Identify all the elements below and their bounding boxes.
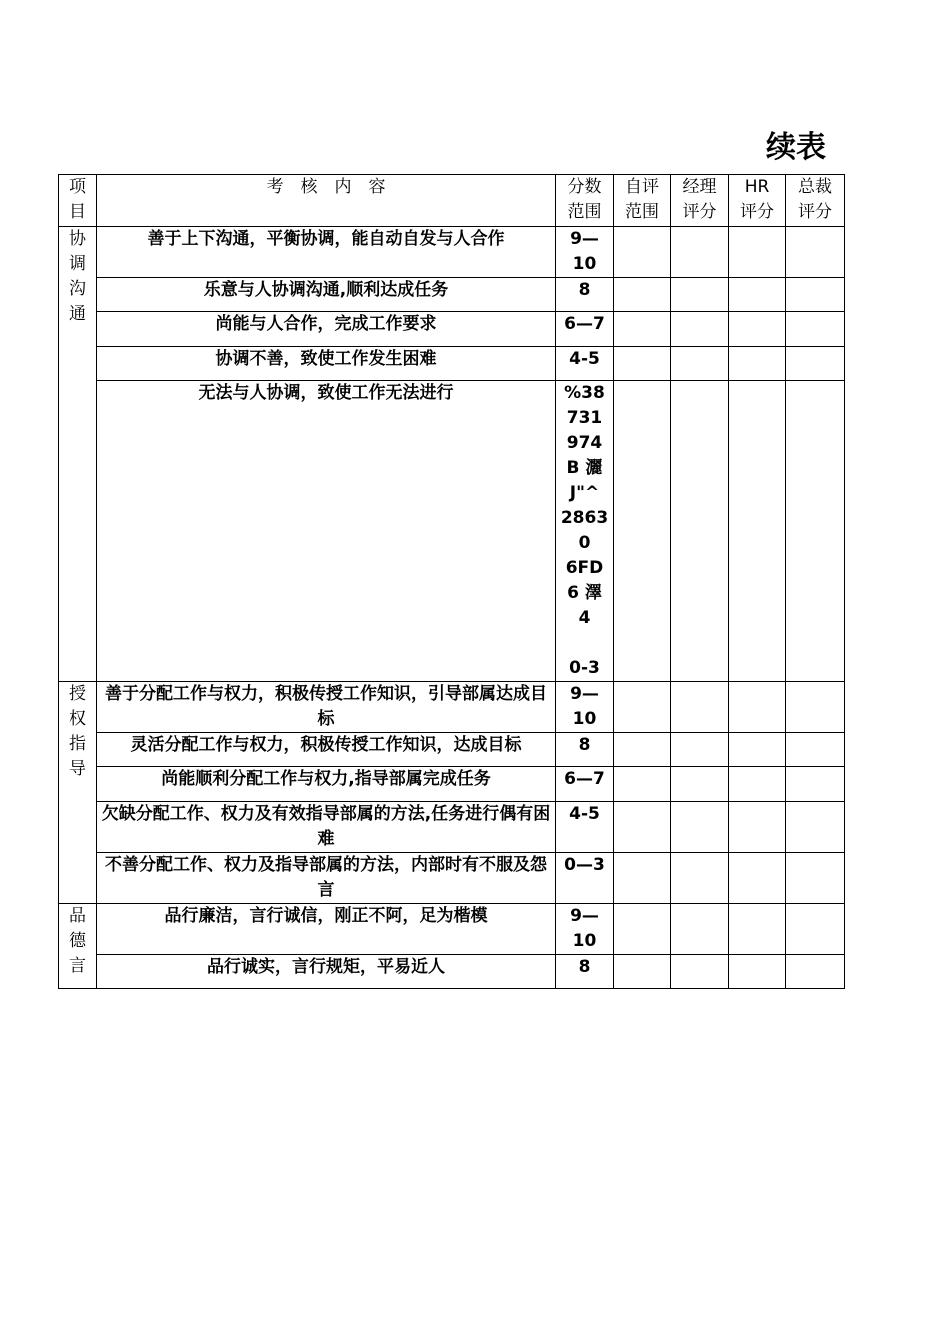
- score-range-cell: 6—7: [556, 312, 614, 347]
- criterion-content: 尚能顺利分配工作与权力,指导部属完成任务: [97, 767, 556, 802]
- score-range-cell: 6—7: [556, 767, 614, 802]
- manager-score-cell: [671, 733, 729, 767]
- self-eval-cell: [614, 312, 671, 347]
- hr-score-cell: [729, 312, 786, 347]
- self-eval-cell: [614, 733, 671, 767]
- page-title: 续表: [766, 130, 826, 165]
- table-row: [59, 227, 845, 278]
- criterion-content: 灵活分配工作与权力，积极传授工作知识，达成目标: [97, 733, 556, 767]
- hr-score-cell: [729, 733, 786, 767]
- hr-score-cell: [729, 853, 786, 904]
- manager-score-cell: [671, 767, 729, 802]
- header-self-eval: 自评 范围: [614, 175, 671, 227]
- president-score-cell: [786, 312, 845, 347]
- president-score-cell: [786, 904, 845, 955]
- criterion-content: 品行廉洁，言行诚信，刚正不阿，足为楷模: [97, 904, 556, 955]
- manager-score-cell: [671, 904, 729, 955]
- table-row: [59, 955, 845, 989]
- score-range-cell: 8: [556, 278, 614, 312]
- criterion-content: 善于分配工作与权力，积极传授工作知识，引导部属达成目标: [97, 682, 556, 733]
- president-score-cell: [786, 278, 845, 312]
- self-eval-cell: [614, 227, 671, 278]
- manager-score-cell: [671, 955, 729, 989]
- president-score-cell: [786, 853, 845, 904]
- score-range-cell: 9— 10: [556, 227, 614, 278]
- score-range-cell: 9— 10: [556, 904, 614, 955]
- header-president-score: 总裁 评分: [786, 175, 845, 227]
- header-hr-score: HR 评分: [729, 175, 786, 227]
- hr-score-cell: [729, 767, 786, 802]
- hr-score-cell: [729, 347, 786, 381]
- table-row: [59, 767, 845, 802]
- table-header-row: [59, 175, 845, 227]
- self-eval-cell: [614, 381, 671, 682]
- table-row: [59, 682, 845, 733]
- category-cell: 授 权 指 导: [59, 682, 97, 904]
- table-row: [59, 381, 845, 682]
- category-cell: 品 德 言: [59, 904, 97, 989]
- table-row: [59, 278, 845, 312]
- president-score-cell: [786, 955, 845, 989]
- criterion-content: 品行诚实，言行规矩，平易近人: [97, 955, 556, 989]
- president-score-cell: [786, 733, 845, 767]
- self-eval-cell: [614, 904, 671, 955]
- manager-score-cell: [671, 381, 729, 682]
- score-range-cell: 8: [556, 733, 614, 767]
- self-eval-cell: [614, 682, 671, 733]
- manager-score-cell: [671, 682, 729, 733]
- header-manager-score: 经理 评分: [671, 175, 729, 227]
- criterion-content: 善于上下沟通，平衡协调，能自动自发与人合作: [97, 227, 556, 278]
- table-row: [59, 853, 845, 904]
- header-content: 考 核 内 容: [97, 175, 556, 227]
- header-score-range: 分数 范围: [556, 175, 614, 227]
- president-score-cell: [786, 802, 845, 853]
- self-eval-cell: [614, 278, 671, 312]
- score-range-cell: 4-5: [556, 802, 614, 853]
- table-row: [59, 347, 845, 381]
- president-score-cell: [786, 767, 845, 802]
- self-eval-cell: [614, 767, 671, 802]
- score-range-cell: 9— 10: [556, 682, 614, 733]
- hr-score-cell: [729, 955, 786, 989]
- self-eval-cell: [614, 955, 671, 989]
- hr-score-cell: [729, 682, 786, 733]
- hr-score-cell: [729, 802, 786, 853]
- criterion-content: 协调不善，致使工作发生困难: [97, 347, 556, 381]
- hr-score-cell: [729, 904, 786, 955]
- manager-score-cell: [671, 802, 729, 853]
- table-row: [59, 312, 845, 347]
- criterion-content: 无法与人协调，致使工作无法进行: [97, 381, 556, 682]
- criterion-content: 欠缺分配工作、权力及有效指导部属的方法,任务进行偶有困难: [97, 802, 556, 853]
- hr-score-cell: [729, 381, 786, 682]
- self-eval-cell: [614, 347, 671, 381]
- manager-score-cell: [671, 853, 729, 904]
- manager-score-cell: [671, 347, 729, 381]
- president-score-cell: [786, 347, 845, 381]
- header-item: 项 目: [59, 175, 97, 227]
- hr-score-cell: [729, 227, 786, 278]
- president-score-cell: [786, 381, 845, 682]
- hr-score-cell: [729, 278, 786, 312]
- criterion-content: 不善分配工作、权力及指导部属的方法，内部时有不服及怨言: [97, 853, 556, 904]
- table-row: [59, 904, 845, 955]
- criterion-content: 乐意与人协调沟通,顺利达成任务: [97, 278, 556, 312]
- score-range-cell: 4-5: [556, 347, 614, 381]
- score-range-cell: 8: [556, 955, 614, 989]
- table-row: [59, 802, 845, 853]
- evaluation-table: [58, 174, 845, 989]
- president-score-cell: [786, 227, 845, 278]
- table-row: [59, 733, 845, 767]
- self-eval-cell: [614, 853, 671, 904]
- category-cell: 协 调 沟 通: [59, 227, 97, 682]
- manager-score-cell: [671, 278, 729, 312]
- score-range-cell: 0—3: [556, 853, 614, 904]
- criterion-content: 尚能与人合作，完成工作要求: [97, 312, 556, 347]
- president-score-cell: [786, 682, 845, 733]
- score-range-cell: %38 731 974 B 灑 J"^ 2863 0 6FD 6 澤 4 0-3: [556, 381, 614, 682]
- manager-score-cell: [671, 227, 729, 278]
- self-eval-cell: [614, 802, 671, 853]
- manager-score-cell: [671, 312, 729, 347]
